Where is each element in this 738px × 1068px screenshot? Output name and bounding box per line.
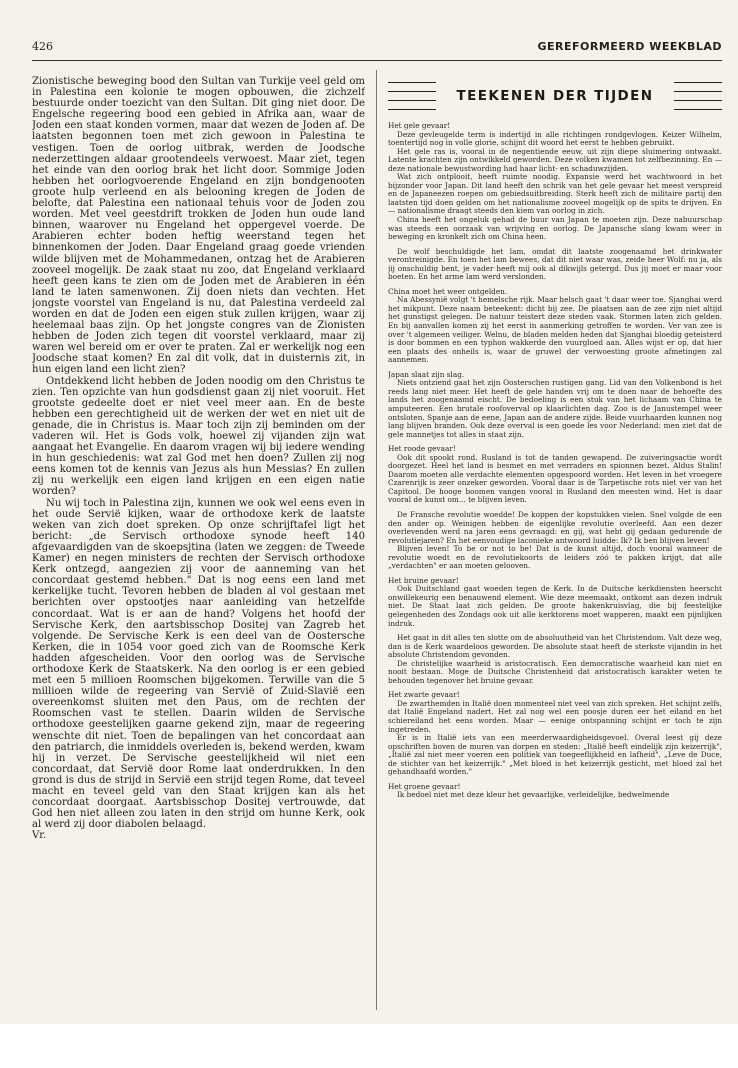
section-paragraph: Deze gevleugelde term is indertijd in alle richtingen rondgevlogen. Keizer Wilhelm, toentertijd nog in volle glorie, schijnt dit woord het eerst te hebben gebruikt. bbox=[388, 129, 722, 148]
section-paragraph: Ook Duitschland gaat woeden tegen de Kerk. In de Duitsche kerkdiensten heerscht onwillekeurig een benauwend element. Wie deze meemaakt, ontkomt aan dezen indruk niet. De Staat laat zich gelden. De groote hakenkruisvlag, die bij feestelijke gelegenheden des Zondags ook uit alle kerktorens moet wapperen, maakt een pijnlijken indruk. bbox=[388, 584, 722, 628]
section-banner bbox=[388, 76, 722, 116]
section-heading: Het zwarte gevaar! bbox=[388, 690, 460, 700]
section-paragraph: Er is in Italië iets van een meerderwaardigheidsgevoel. Overal leest gij deze opschriften boven de muren van dorpen en steden: „Italië heeft eindelijk zijn keizerrijk", „Italië zal niet meer voeren een politiek van toegeeflijkheid en lafheid", „Leve de Duce, de stichter van het keizerrijk." „Met bloed is het keizerrijk gesticht, met bloed zal het gehandhaafd worden." bbox=[388, 733, 722, 777]
journal-title: GEREFORMEERD WEEKBLAD bbox=[537, 40, 722, 53]
section-paragraph: Niets ontziend gaat het zijn Oosterschen rustigen gang. Lid van den Volkenbond is het reeds lang niet meer. Het heeft de gele handen vrij om te doen naar de behoefte des lands het zoogenaamd eischt. De bedoeling is een stuk van het lichaam van China te amputeeren. Een brutale roofoverval op klaarlichten dag. Zoo is de Janustempel weer ontsloten. Spanje aan de eene, Japan aan de andere zijde. Beide vuurhaarden kunnen nog lang blijven branden. Ook deze overval is een goede les voor Nederland: men ziet dat de gele mannetjes tot alles in staat zijn. bbox=[388, 378, 722, 439]
right-column bbox=[388, 76, 722, 1011]
article-paragraph: Zionistische beweging bood den Sultan van Turkije veel geld om in Palestina een kolonie te mogen opbouwen, die zichzelf bestuurde onder toezicht van den Sultan. Dit ging niet door. De Engelsche regeering bood een gebied in Afrika aan, waar de Joden een staat konden vormen, maar dat wezen de Joden af. De laatsten begonnen toen met zich gewoon in Palestina te vestigen. Toen de oorlog uitbrak, werden de Joodsche nederzettingen aldaar grootendeels verwoest. Maar ziet, tegen het einde van den oorlog brak het licht door. Sommige Joden hebben het oorlogvoerende Engeland en zijn bondgenooten groote hulp verleend en als belooning kregen de Joden de belofte, dat Palestina een nationaal tehuis voor de Joden zou worden. Met veel geestdrift trokken de Joden hun oude land binnen, waarover nu Engeland het oppergevel voerde. De Arabieren echter boden heftig weerstand tegen het binnenkomen der Joden. Daar Engeland graag goede vrienden wilde blijven met de Mohammedanen, ontzag het de Arabieren zooveel mogelijk. De zaak staat nu zoo, dat Engeland verklaard heeft geen kans te zien om de Joden met de Arabieren in één land te laten samenwonen. Zij doen niets dan vechten. Het jongste voorstel van Engeland is nu, dat Palestina verdeeld zal worden en dat de Joden een eigen stuk zullen krijgen, waar zij heelemaal baas zijn. Op het jongste congres van de Zionisten hebben de Joden zich tegen dit voorstel verklaard, maar zij waren wel bereid om er over te praten. Zal er werkelijk nog een Joodsche staat komen? En zal dit volk, dat in duisternis zit, in hun eigen land een licht zien? bbox=[32, 76, 365, 376]
scan-margin bbox=[0, 1024, 738, 1068]
section-paragraph: Na Abessynië volgt 't hemelsche rijk. Maar helsch gaat 't daar weer toe. Sjanghai werd het mikpunt. Deze naam beteekent: dicht bij zee. De plaatsen aan de zee zijn niet altijd het gunstigst gelegen. De natuur teistert deze steden vaak. Stormen laten zich gelden. En bij aanvallen komen zij het eerst in aanmerking getroffen te worden. Ver van zee is over 't algemeen veiliger. Welnu, de bladen melden heden dat Sjanghai bloedig geteisterd is door bommen en een typhon wakkerde den vuurgloed aan. Alles wijst er op, dat hier een plaats des onheils is, waar de gruwel der verwoesting groote afmetingen zal aannemen. bbox=[388, 295, 722, 365]
article-paragraph: Ontdekkend licht hebben de Joden noodig om den Christus te zien. Ten opzichte van hun godsdienst gaan zij niet vooruit. Het grootste gedeelte doet er niet veel meer aan. En de beste hebben een gerechtigheid uit de werken der wet en niet uit de genade, die in Christus is. Maar toch zijn zij beminden om der vaderen wil. Het is Gods volk, hoewel zij vijanden zijn wat aangaat het Evangelie. En daarom vragen wij bij iedere wending in hun geschiedenis: wat zal God met hen doen? Zullen zij nog eens komen tot de kennis van Jezus als hun Messias? En zullen zij nu werkelijk een eigen land krijgen en een eigen natie worden? bbox=[32, 375, 365, 498]
section-paragraph: De Fransche revolutie woedde! De koppen der kopstukken vielen. Snel volgde de een den ander op. Weinigen hebben de eigenlijke revolutie overleefd. Aan een dezer overlevenden werd na jaren eens gevraagd: en gij, wat hebt gij gedaan gedurende de revolutiejaren? En het eenvoudige laconieke antwoord luidde: Ik? Ik ben blijven leven! bbox=[388, 509, 722, 545]
section-heading: Het bruine gevaar! bbox=[388, 575, 459, 585]
section-bruine-gevaar bbox=[388, 577, 722, 628]
section-wolf-lam bbox=[388, 248, 722, 282]
section-heading: Japan slaat zijn slag. bbox=[388, 369, 465, 379]
author-signature: Vr. bbox=[32, 830, 47, 842]
section-title: TEEKENEN DER TIJDEN bbox=[456, 88, 654, 104]
section-paragraph: Het gele ras is, vooral in de negentiende eeuw, uit zijn diepe sluimering ontwaakt. Latente krachten zijn ontwikkeld geworden. Deze volken kwamen tot zelfbezinning. En — deze nationale bewustwording had haar licht- en schaduwzijden. bbox=[388, 146, 722, 173]
left-column bbox=[32, 76, 365, 1011]
section-paragraph: Ook dit spookt rond. Rusland is tot de tanden gewapend. De zuiveringsactie wordt doorgezet. Heel het land is besmet en met verraders en spionnen bezet. Aldus Stalin! Daarom moeten alle verdachte elementen opgespoord worden. Het leven in het vroegere Czarenrijk is zeer onzeker geworden. Vooral daar is de Tarpetische rots niet ver van het Capitool. De hooge boomen vangen vooral in Rusland den meesten wind. Het is daar vooral de kunst om... te blijven leven. bbox=[388, 452, 722, 505]
section-roode-gevaar bbox=[388, 445, 722, 505]
page-number: 426 bbox=[32, 40, 53, 53]
section-heading: Het gele gevaar! bbox=[388, 121, 451, 130]
page-header bbox=[32, 40, 722, 60]
section-paragraph: De christelijke waarheid is aristocratisch. Een democratische waarheid kan niet en nooit bestaan. Moge de Duitsche Christenheid dat aristocratisch karakter weten te behouden tegenover het bruine gevaar. bbox=[388, 658, 722, 685]
section-paragraph: Wat zich ontplooit, heeft ruimte noodig. Expansie werd het wachtwoord in het bijzonder voor Japan. Dit land heeft den schrik van het gele gevaar het meest verspreid en de Japaneezen roepen om gebiedsuitbreiding. Sterk heeft zich de militaire partij den laatsten tijd doen gelden om het nationalisme zooveel mogelijk op de spits te drijven. En — nationalisme draagt steeds den kiem van oorlog in zich. bbox=[388, 172, 722, 216]
section-japan bbox=[388, 371, 722, 439]
section-gele-gevaar bbox=[388, 122, 722, 242]
section-heading: China moet het weer ontgelden. bbox=[388, 286, 508, 296]
section-paragraph: Ik bedoel niet met deze kleur het gevaarlijke, verleidelijke, bedwelmende bbox=[397, 790, 670, 800]
section-heading: Het groene gevaar! bbox=[388, 781, 461, 791]
article-paragraph: Nu wij toch in Palestina zijn, kunnen we ook wel eens even in het oude Servië kijken, waar de orthodoxe kerk de laatste weken van zich doet spreken. Op onze schrijftafel ligt het bericht: „de Servisch orthodoxe synode heeft 140 afgevaardigden van de skoepsjtina (laten we zeggen: de Tweede Kamer) en negen ministers de rechten der Servisch orthodoxe Kerk ontzegd, aangezien zij voor de aanneming van het concordaat gestemd hebben." Dat is nog eens een land met kerkelijke tucht. Tevoren hebben de bladen al vol gestaan met berichten over opstootjes naar aanleiding van hetzelfde concordaat. Wat is er aan de hand? Volgens het hoofd der Servische Kerk, den aartsbisschop Dositej van Zagreb het volgende. De Servische Kerk is een deel van de Oostersche Kerken, die in 1054 voor goed zich van de Roomsche Kerk hadden afgescheiden. Voor den oorlog was de Servische orthodoxe Kerk de Staatskerk. Na den oorlog is er een gebied met een 5 millioen Roomschen bijgekomen. Terwille van die 5 millioen wilde de regeering van Servië of Zuid-Slavië een overeenkomst sluiten met den Paus, om de rechten der Roomschen vast te stellen. Daarin wilden de Servische orthodoxe geestelijken gaarne gekend zijn, maar de regeering wenschte dit niet. Toen de bepalingen van het concordaat aan den patriarch, die inmiddels overleden is, bekend werden, kwam hij in verzet. De Servische geestelijkheid wil niet een concordaat, dat Servië door Rome laat onderdrukken. In den grond is dus de strijd in Servië een strijd tegen Rome, dat teveel macht en teveel geld van den Staat krijgen kan als het concordaat doorgaat. Aartsbisschop Dositej vertrouwde, dat God hen niet alleen zou laten in den strijd om hunne Kerk, ook al werd zij door diabolen belaagd. bbox=[32, 497, 365, 831]
banner-rules-right bbox=[674, 82, 722, 110]
section-paragraph: China heeft het ongeluk gehad de buur van Japan te moeten zijn. Deze nabuurschap was steeds een oorzaak van wrijving en oorlog. De Japansche slang kwam weer in beweging en kronkelt zich om China heen. bbox=[388, 215, 722, 242]
section-paragraph: De zwarthemden in Italië doen momenteel niet veel van zich spreken. Het schijnt zelfs, dat Italië Engeland nadert. Het zal nog wel een poosje duren eer het eiland en het schiereiland het eens worden. Maar — eenige ontspanning schijnt er toch te zijn ingetreden. bbox=[388, 698, 722, 734]
section-fransche-revolutie bbox=[388, 511, 722, 571]
section-groene-gevaar bbox=[388, 783, 722, 800]
column-divider bbox=[376, 70, 377, 1010]
section-paragraph: De wolf beschuldigde het lam, omdat dit laatste zoogenaamd het drinkwater verontreinigde. En toen het lam bewees, dat dit niet waar was, zeide heer Wolf: nu ja, als jij onschuldig bent, je vader heeft mij ook al dikwijls getergd. Dus jij moet er maar voor boeten. En het arme lam werd verslonden. bbox=[388, 246, 722, 282]
section-heading: Het roode gevaar! bbox=[388, 444, 456, 454]
section-absoluutheid bbox=[388, 634, 722, 685]
section-zwarte-gevaar bbox=[388, 691, 722, 776]
banner-rules-left bbox=[388, 82, 436, 110]
section-china bbox=[388, 288, 722, 365]
section-paragraph: Het gaat in dit alles ten slotte om de absoluutheid van het Christendom. Valt deze weg, dan is de Kerk waardeloos geworden. De absolute staat heeft de sterkste vijandin in het absolute Christendom gevonden. bbox=[388, 633, 722, 660]
section-paragraph: Blijven leven! To be or not to be! Dat is de kunst altijd, doch vooral wanneer de revolutie woedt en de revolutiekoorts de leiders zóó te pakken krijgt, dat alle „verdachten" er aan moeten gelooven. bbox=[388, 544, 722, 571]
header-rule bbox=[32, 60, 722, 61]
